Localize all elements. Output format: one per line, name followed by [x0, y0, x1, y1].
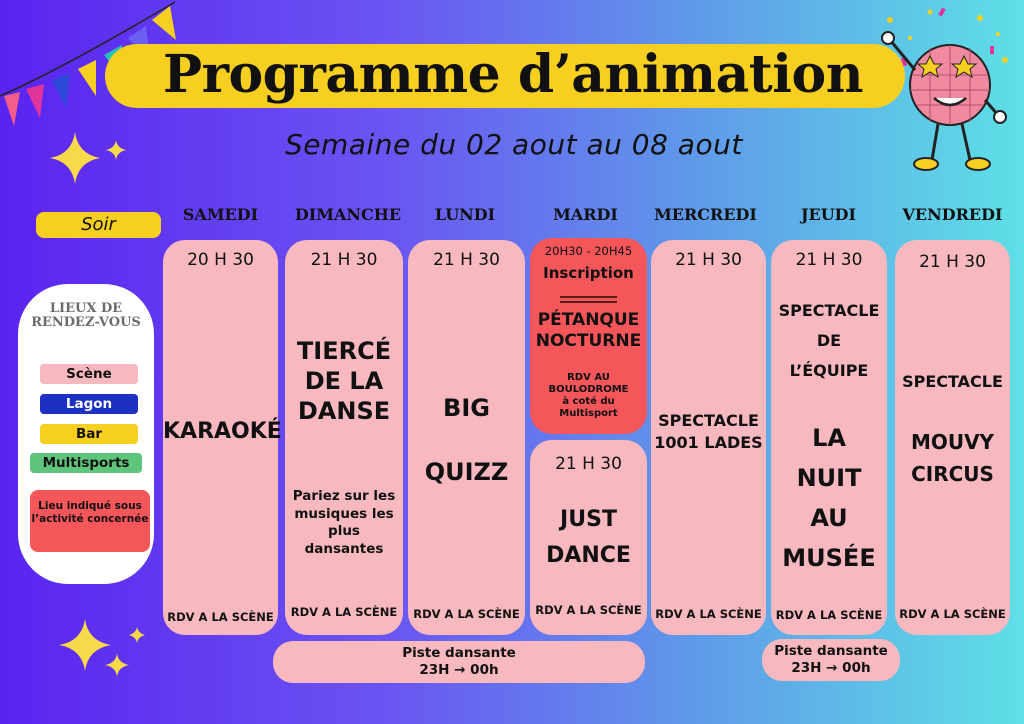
event-time: 21 H 30	[433, 250, 500, 270]
day-header-dimanche: DIMANCHE	[294, 205, 402, 224]
schedule-card-mardi-just-dance	[530, 440, 647, 635]
day-header-lundi: LUNDI	[434, 205, 496, 224]
event-location: RDV A LA SCÈNE	[290, 605, 398, 619]
event-title: KARAOKÉ	[163, 419, 282, 444]
legend-item-lagon: Lagon	[40, 394, 138, 414]
event-location: RDV A LA SCÈNE	[775, 608, 883, 622]
event-location: RDV A LA SCÈNE	[655, 607, 762, 621]
divider	[560, 296, 617, 298]
event-title: SPECTACLE 1001 LADES	[654, 411, 763, 453]
event-time: 21 H 30	[310, 250, 378, 270]
legend-note: Lieu indiqué sous l’activité concernée	[30, 490, 150, 552]
event-time: 20H30 - 20H45	[544, 244, 633, 258]
legend-card	[18, 284, 154, 584]
event-location: RDV AU BOULODROME à coté du Multisport	[548, 372, 629, 419]
schedule-card-dimanche	[285, 240, 403, 635]
event-location: RDV A LA SCÈNE	[535, 603, 642, 617]
piste-dansante-banner: Piste dansante 23H → 00h	[273, 641, 645, 683]
piste-dansante-banner: Piste dansante 23H → 00h	[762, 639, 900, 681]
schedule-card-jeudi	[771, 240, 887, 635]
event-title: BIG QUIZZ	[424, 394, 509, 486]
event-location: RDV A LA SCÈNE	[167, 610, 274, 624]
event-title: SPECTACLE	[902, 372, 1003, 391]
event-title-secondary: MOUVY CIRCUS	[910, 430, 995, 486]
event-title-secondary: LA NUIT AU MUSÉE	[782, 424, 876, 572]
event-time: 21 H 30	[675, 250, 742, 270]
day-header-mardi: MARDI	[553, 205, 618, 224]
sparkles-decoration	[40, 130, 140, 190]
event-location: RDV A LA SCÈNE	[413, 607, 520, 621]
event-location: RDV A LA SCÈNE	[899, 607, 1006, 621]
schedule-card-samedi	[163, 240, 282, 635]
day-header-samedi: SAMEDI	[182, 205, 259, 224]
page-subtitle: Semaine du 02 aout au 08 aout	[285, 128, 743, 161]
legend-item-multisports: Multisports	[30, 453, 142, 473]
legend-item-bar: Bar	[40, 424, 138, 444]
section-label-soir: Soir	[36, 212, 161, 238]
event-time: 21 H 30	[555, 454, 622, 474]
schedule-card-vendredi	[895, 240, 1010, 635]
legend-item-scene: Scène	[40, 364, 138, 384]
day-header-jeudi: JEUDI	[800, 205, 857, 224]
page-title: Programme d’animation	[162, 44, 864, 105]
event-title: JUST DANCE	[546, 507, 631, 568]
event-time: 21 H 30	[795, 250, 863, 270]
event-signup-label: Inscription	[543, 264, 634, 282]
event-time: 21 H 30	[919, 252, 986, 272]
legend-title: LIEUX DE RENDEZ-VOUS	[31, 301, 141, 330]
event-title: SPECTACLE DE L’ÉQUIPE	[778, 301, 880, 380]
schedule-card-lundi	[408, 240, 525, 635]
schedule-card-mercredi	[651, 240, 766, 635]
day-header-vendredi: VENDREDI	[902, 205, 1003, 224]
schedule-card-mardi-petanque	[530, 238, 647, 434]
event-title: PÉTANQUE NOCTURNE	[535, 310, 642, 352]
day-header-mercredi: MERCREDI	[654, 205, 757, 224]
event-title: TIERCÉ DE LA DANSE	[296, 337, 392, 425]
divider	[560, 301, 617, 303]
sparkles-decoration	[55, 615, 155, 695]
event-description: Pariez sur les musiques les plus dansantes	[292, 488, 396, 557]
event-time: 20 H 30	[187, 250, 254, 270]
